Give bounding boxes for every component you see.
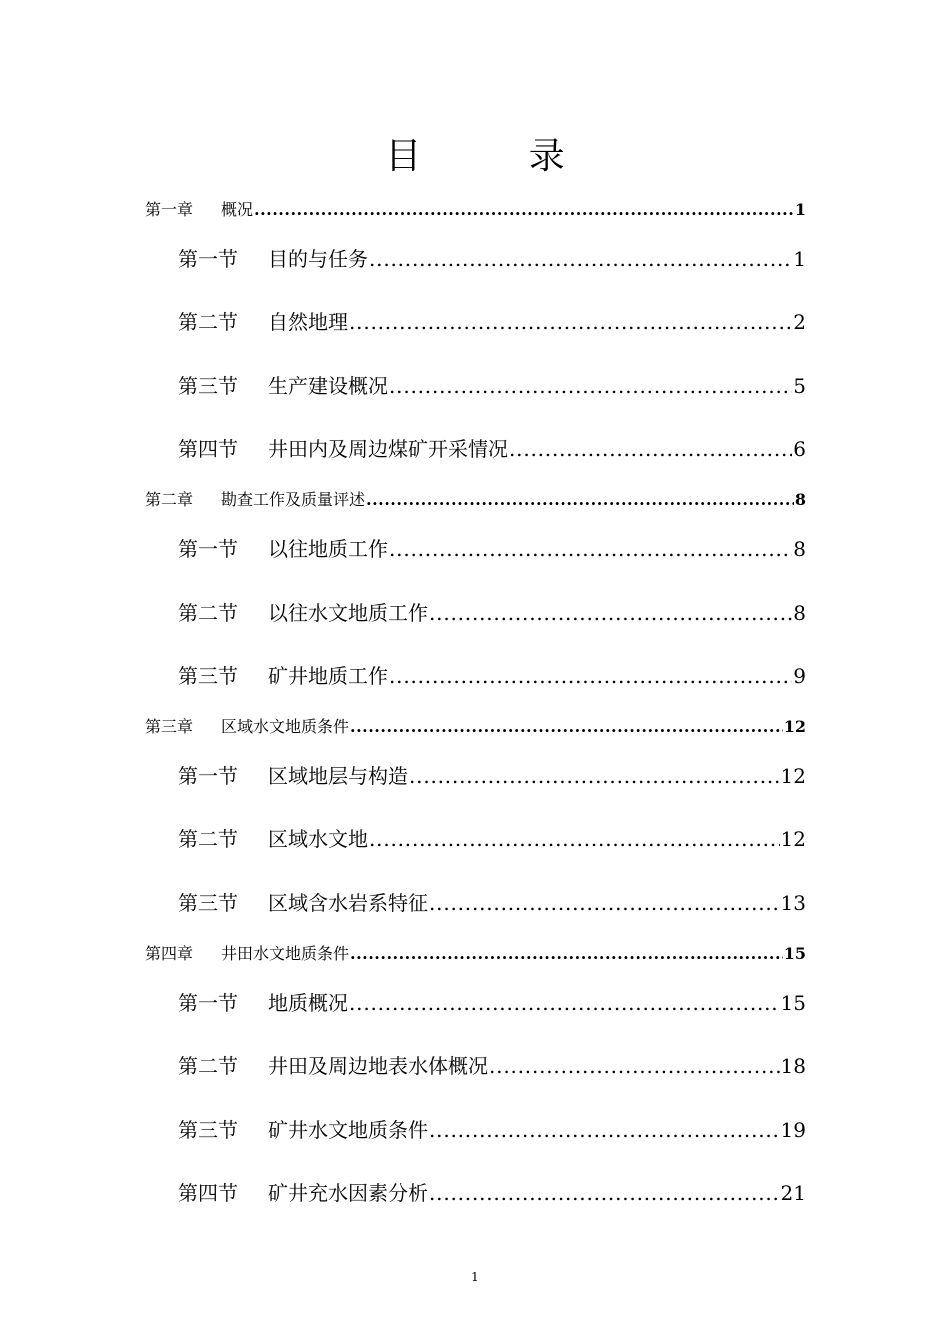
dot-leader (366, 490, 794, 509)
dot-leader (389, 664, 792, 688)
toc-section-entry[interactable] (178, 370, 806, 399)
dot-leader (429, 1181, 780, 1205)
toc-chapter-entry[interactable] (145, 487, 806, 510)
toc-title: 目 录 (385, 136, 613, 177)
page-number: 8 (794, 490, 806, 509)
dot-leader (489, 1054, 780, 1078)
page-number: 1 (793, 247, 806, 271)
toc-section-entry[interactable] (178, 533, 806, 562)
page-number: 1 (794, 200, 806, 219)
section-number: 第三节 (178, 374, 238, 398)
toc-section-entry[interactable] (178, 660, 806, 689)
section-number: 第一节 (178, 991, 238, 1015)
toc-section-entry[interactable] (178, 1114, 806, 1143)
chapter-title: 勘查工作及质量评述 (221, 490, 366, 509)
section-title: 以往水文地质工作 (268, 601, 428, 625)
page-number: 13 (780, 891, 806, 915)
section-number: 第三节 (178, 664, 238, 688)
toc-section-entry[interactable] (178, 1050, 806, 1079)
page-number: 18 (780, 1054, 806, 1078)
toc-section-entry[interactable] (178, 887, 806, 916)
section-number: 第四节 (178, 437, 238, 461)
toc-section-entry[interactable] (178, 433, 806, 462)
chapter-number: 第二章 (145, 490, 194, 509)
section-title: 井田内及周边煤矿开采情况 (268, 437, 508, 461)
section-number: 第一节 (178, 537, 238, 561)
page-number: 15 (783, 944, 806, 963)
section-title: 自然地理 (268, 310, 348, 334)
toc-chapter-entry[interactable] (145, 197, 806, 220)
dot-leader (350, 717, 783, 736)
section-number: 第二节 (178, 827, 238, 851)
section-title: 目的与任务 (268, 247, 368, 271)
dot-leader (389, 537, 792, 561)
section-number: 第三节 (178, 891, 238, 915)
chapter-title: 区域水文地质条件 (221, 717, 350, 736)
page-number: 5 (793, 374, 806, 398)
toc-chapter-entry[interactable] (145, 941, 806, 964)
chapter-number: 第三章 (145, 717, 194, 736)
toc-section-entry[interactable] (178, 1177, 806, 1206)
toc-section-entry[interactable] (178, 760, 806, 789)
page-number: 12 (783, 717, 806, 736)
chapter-number: 第一章 (145, 200, 194, 219)
chapter-number: 第四章 (145, 944, 194, 963)
toc-section-entry[interactable] (178, 243, 806, 272)
toc-section-entry[interactable] (178, 987, 806, 1016)
section-title: 矿井地质工作 (268, 664, 388, 688)
toc-section-entry[interactable] (178, 306, 806, 335)
dot-leader (409, 764, 780, 788)
section-number: 第一节 (178, 764, 238, 788)
section-title: 区域水文地 (268, 827, 368, 851)
chapter-title: 井田水文地质条件 (221, 944, 350, 963)
section-number: 第四节 (178, 1181, 238, 1205)
page-number: 15 (780, 991, 806, 1015)
toc-section-entry[interactable] (178, 597, 806, 626)
page-number: 8 (793, 537, 806, 561)
section-title: 区域地层与构造 (268, 764, 408, 788)
page-number: 19 (780, 1118, 806, 1142)
section-title: 井田及周边地表水体概况 (268, 1054, 488, 1078)
dot-leader (369, 247, 792, 271)
dot-leader (254, 200, 794, 219)
section-number: 第二节 (178, 601, 238, 625)
toc-section-entry[interactable] (178, 823, 806, 852)
section-number: 第二节 (178, 1054, 238, 1078)
dot-leader (429, 601, 792, 625)
section-title: 区域含水岩系特征 (268, 891, 428, 915)
section-number: 第二节 (178, 310, 238, 334)
section-number: 第一节 (178, 247, 238, 271)
section-title: 地质概况 (268, 991, 348, 1015)
dot-leader (429, 1118, 780, 1142)
dot-leader (349, 310, 792, 334)
dot-leader (369, 827, 780, 851)
toc-chapter-entry[interactable] (145, 714, 806, 737)
page-number: 12 (780, 827, 806, 851)
page-number: 21 (780, 1181, 806, 1205)
chapter-title: 概况 (221, 200, 254, 219)
section-title: 矿井充水因素分析 (268, 1181, 428, 1205)
section-title: 生产建设概况 (268, 374, 388, 398)
dot-leader (389, 374, 792, 398)
page-number: 12 (780, 764, 806, 788)
section-number: 第三节 (178, 1118, 238, 1142)
dot-leader (509, 437, 792, 461)
section-title: 矿井水文地质条件 (268, 1118, 428, 1142)
page-number: 8 (793, 601, 806, 625)
footer-page-number: 1 (471, 1270, 479, 1284)
dot-leader (350, 944, 783, 963)
page-number: 9 (793, 664, 806, 688)
section-title: 以往地质工作 (268, 537, 388, 561)
page-number: 2 (793, 310, 806, 334)
dot-leader (429, 891, 780, 915)
dot-leader (349, 991, 780, 1015)
page-number: 6 (793, 437, 806, 461)
